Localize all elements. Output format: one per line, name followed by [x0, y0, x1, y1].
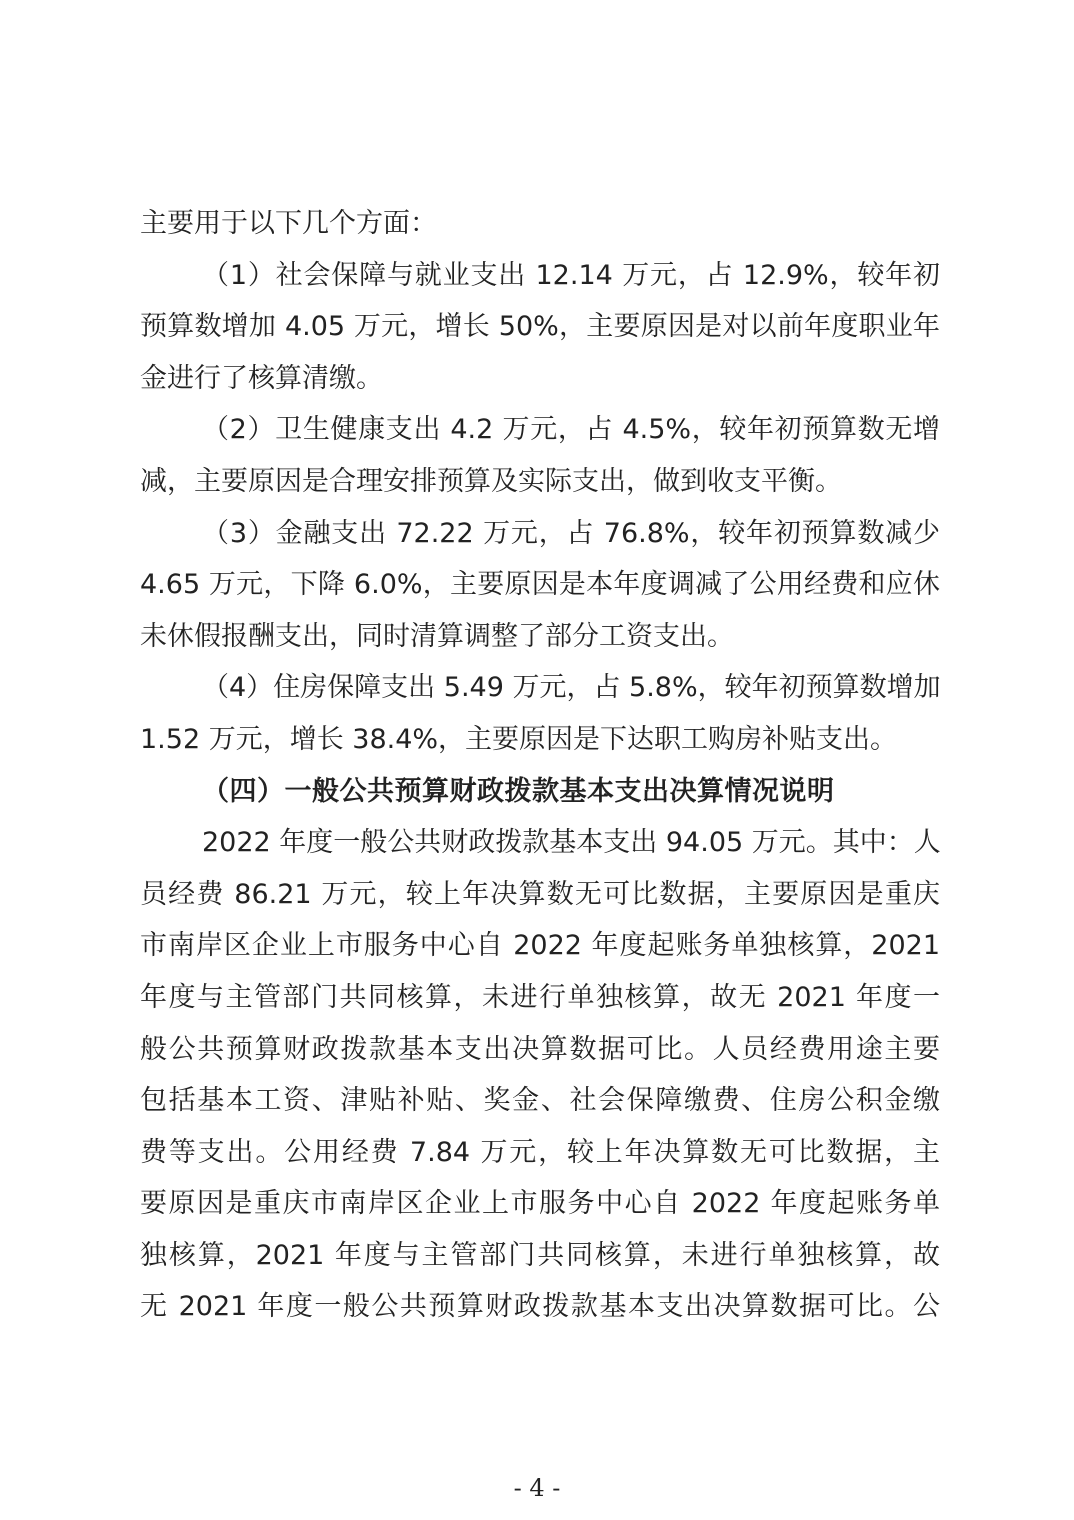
text-line: 主要用于以下几个方面：: [140, 208, 437, 239]
text-line: 包括基本工资、津贴补贴、奖金、社会保障缴费、住房公积金缴: [140, 1085, 940, 1117]
text-line: 般公共预算财政拨款基本支出决算数据可比。人员经费用途主要: [140, 1033, 940, 1065]
text-line: 市南岸区企业上市服务中心自 2022 年度起账务单独核算，2021: [140, 930, 940, 962]
page-number: - 4 -: [513, 1474, 561, 1502]
body-text: [140, 198, 940, 1333]
text-line: （2）卫生健康支出 4.2 万元，占 4.5%，较年初预算数无增: [202, 414, 940, 446]
text-line: 4.65 万元，下降 6.0%，主要原因是本年度调减了公用经费和应休: [140, 569, 940, 601]
text-line: 要原因是重庆市南岸区企业上市服务中心自 2022 年度起账务单: [140, 1188, 940, 1220]
text-line: 未休假报酬支出，同时清算调整了部分工资支出。: [140, 620, 734, 652]
text-line: 无 2021 年度一般公共预算财政拨款基本支出决算数据可比。公: [140, 1291, 940, 1323]
text-line: （3）金融支出 72.22 万元，占 76.8%，较年初预算数减少: [202, 517, 940, 549]
text-line: （1）社会保障与就业支出 12.14 万元，占 12.9%，较年初: [202, 259, 940, 291]
text-line: 费等支出。公用经费 7.84 万元，较上年决算数无可比数据，主: [140, 1136, 940, 1168]
text-line: 独核算，2021 年度与主管部门共同核算，未进行单独核算，故: [140, 1239, 940, 1271]
text-line: 1.52 万元，增长 38.4%，主要原因是下达职工购房补贴支出。: [140, 723, 898, 755]
text-line: 减，主要原因是合理安排预算及实际支出，做到收支平衡。: [140, 465, 842, 497]
text-line: 年度与主管部门共同核算，未进行单独核算，故无 2021 年度一: [140, 981, 940, 1013]
text-line: （4）住房保障支出 5.49 万元，占 5.8%，较年初预算数增加: [202, 672, 941, 704]
text-line: 员经费 86.21 万元，较上年决算数无可比数据，主要原因是重庆: [140, 878, 940, 910]
text-line: 预算数增加 4.05 万元，增长 50%，主要原因是对以前年度职业年: [140, 311, 940, 343]
section-heading: （四）一般公共预算财政拨款基本支出决算情况说明: [202, 775, 835, 807]
text-line: 金进行了核算清缴。: [140, 362, 383, 394]
text-line: 2022 年度一般公共财政拨款基本支出 94.05 万元。其中：人: [202, 827, 941, 859]
